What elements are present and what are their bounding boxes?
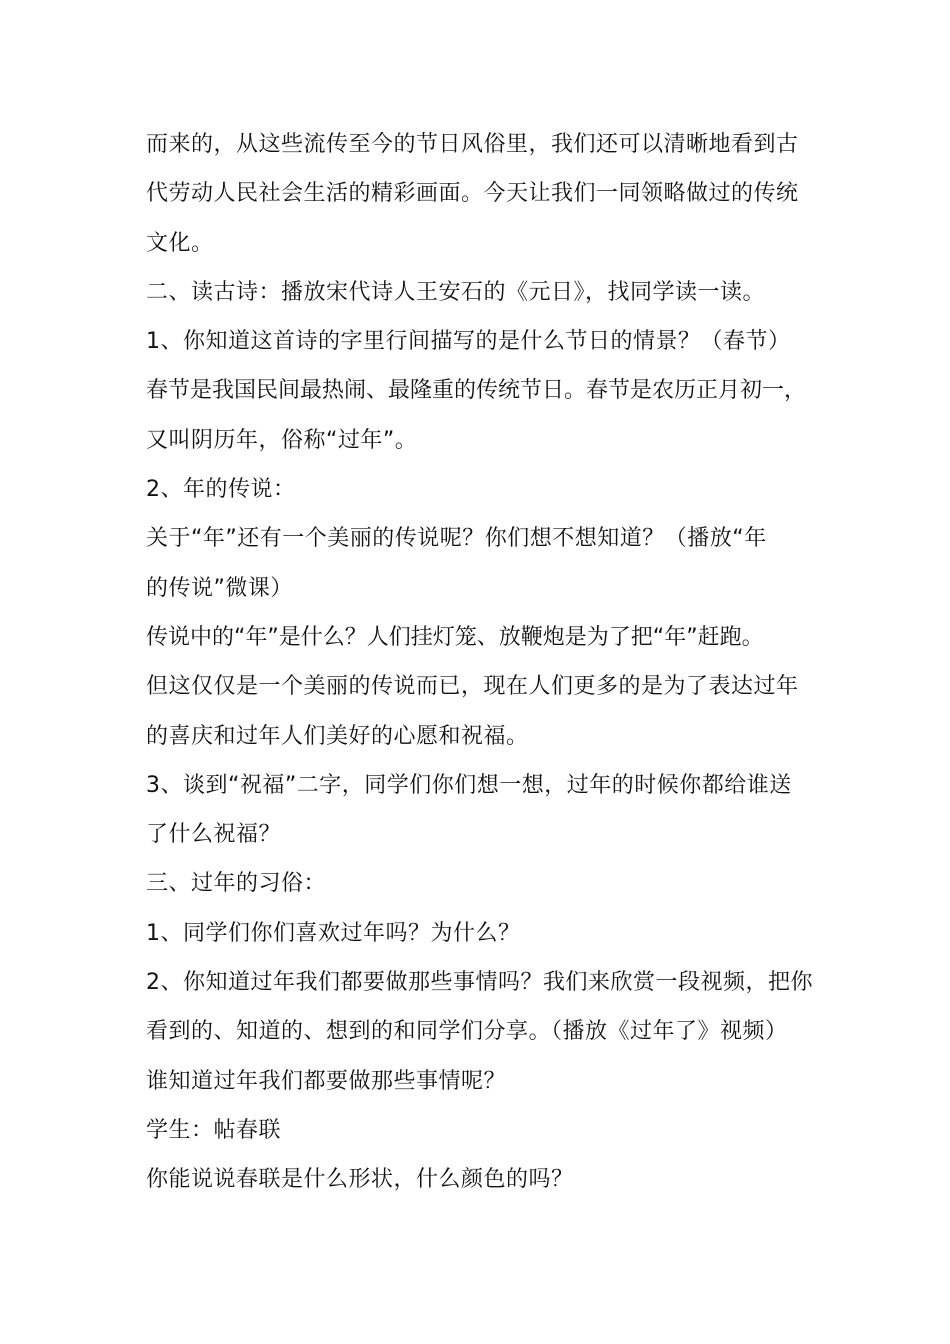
paragraph-line-22: 你能说说春联是什么形状，什么颜色的吗？ xyxy=(146,1167,574,1193)
question-customs-1: 1、同学们你们喜欢过年吗？为什么？ xyxy=(146,920,521,946)
paragraph-line-3: 文化。 xyxy=(146,230,214,256)
paragraph-line-10: 的传说”微课） xyxy=(146,575,293,601)
section-heading-3: 三、过年的习俗： xyxy=(146,871,327,897)
document-body xyxy=(146,120,836,1205)
section-heading-2: 二、读古诗：播放宋代诗人王安石的《元日》，找同学读一读。 xyxy=(146,279,766,305)
question-3: 3、谈到“祝福”二字，同学们你们想一想，过年的时候你都给谁送 xyxy=(146,772,792,798)
paragraph-line-7: 又叫阴历年，俗称“过年”。 xyxy=(146,427,418,453)
paragraph-line-6: 春节是我国民间最热闹、最隆重的传统节日。春节是农历正月初一， xyxy=(146,378,807,404)
paragraph-line-11: 传说中的“年”是什么？人们挂灯笼、放鞭炮是为了把“年”赶跑。 xyxy=(146,624,764,650)
subheading-legend: 2、年的传说： xyxy=(146,477,296,503)
student-answer: 学生：帖春联 xyxy=(146,1117,282,1143)
question-customs-2: 2、你知道过年我们都要做那些事情吗？我们来欣赏一段视频，把你 xyxy=(146,970,813,996)
paragraph-line-2: 代劳动人民社会生活的精彩画面。今天让我们一同领略做过的传统 xyxy=(146,181,799,207)
paragraph-line-12: 但这仅仅是一个美丽的传说而已，现在人们更多的是为了表达过年 xyxy=(146,674,799,700)
paragraph-line-19: 看到的、知道的、想到的和同学们分享。（播放《过年了》视频） xyxy=(146,1019,788,1045)
paragraph-line-15: 了什么祝福？ xyxy=(146,822,282,848)
paragraph-line-9: 关于“年”还有一个美丽的传说呢？你们想不想知道？（播放“年 xyxy=(146,526,767,552)
paragraph-line-13: 的喜庆和过年人们美好的心愿和祝福。 xyxy=(146,723,529,749)
question-1: 1、你知道这首诗的字里行间描写的是什么节日的情景？（春节） xyxy=(146,329,791,355)
paragraph-line-20: 谁知道过年我们都要做那些事情呢？ xyxy=(146,1068,507,1094)
paragraph-line-1: 而来的，从这些流传至今的节日风俗里，我们还可以清晰地看到古 xyxy=(146,132,799,157)
